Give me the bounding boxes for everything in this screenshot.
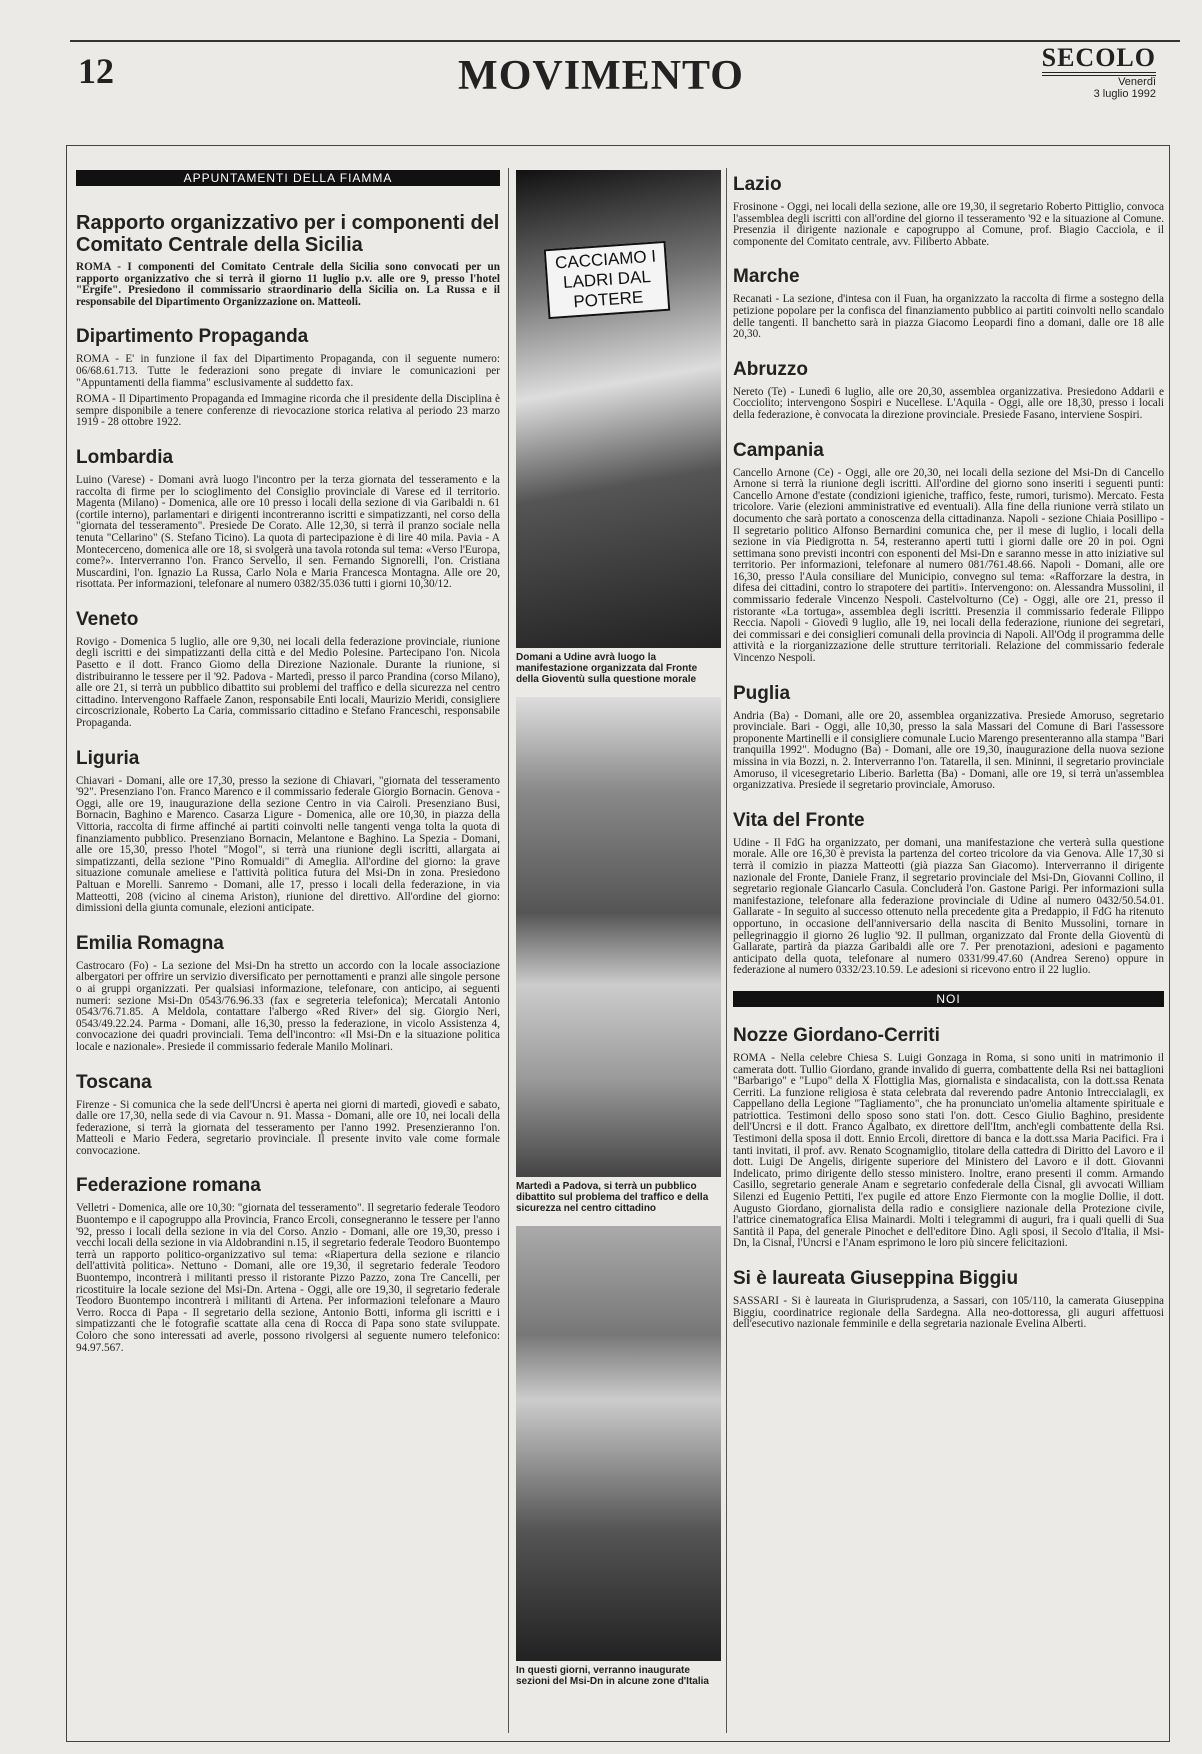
section-title: MOVIMENTO (458, 53, 744, 99)
article-propaganda-1: ROMA - E' in funzione il fax del Dipartimento Propaganda, con il seguente numero: 06/68.61.713. Tutte le federazioni sono pregate di inviare le comunicazioni per "Appuntamenti della fiamma" esclusivamente al suddetto fax. (76, 353, 500, 389)
caption-udine: Domani a Udine avrà luogo la manifestazione organizzata dal Fronte della Gioventù sulla questione morale (516, 652, 698, 685)
page-number: 12 (78, 51, 114, 91)
newspaper-logo (1042, 44, 1156, 100)
heading-rapporto: Rapporto organizzativo per i componenti del Comitato Centrale della Sicilia (76, 212, 500, 256)
article-toscana: Firenze - Si comunica che la sede dell'Uncrsi è aperta nei giorni di martedì, giovedì e sabato, dalle ore 17,30, nella sede di via Cavour n. 91. Massa - Domani, alle ore 10, nei locali della federazione, si terrà la giornata del tesseramento per l'anno 1992. Presenzieranno l'on. Matteoli e Mario Federa, segretario provinciale. Il presente invito vale come formale convocazione. (76, 1098, 500, 1157)
heading-emilia: Emilia Romagna (76, 932, 224, 954)
article-vita-fronte: Udine - Il FdG ha organizzato, per domani, una manifestazione che verterà sulla questione morale. Alle ore 16,30 è prevista la partenza del corteo tricolore da via Genova. Alle 17,30 si terrà il comizio in piazza Matteotti (già piazza San Giacomo). Interverranno il dirigente nazionale del Fronte, Daniele Franz, il segretario provinciale del Msi-Dn, Giovanni Collino, il segretario regionale Giancarlo Casula. Concluderà l'on. Gastone Parigi. Per informazioni sulla manifestazione, telefonare alla federazione provinciale di Udine al numero 0432/50.54.01. Gallarate - In seguito al successo ottenuto nella precedente gita a Predappio, il FdG ha ritenuto opportuno, in occasione dell'anniversario della nascita di Benito Mussolini, tornare in pellegrinaggio il giorno 26 luglio '92. Il pullman, organizzato dal Fronte della Gioventù di Gallarate, partirà da piazza Garibaldi alle ore 7. Per prenotazioni, adesioni e pagamento anticipato della quota, telefonare al numero 0331/99.47.60 (Andrea Sereno) oppure in federazione al numero 0332/23.10.59. Le adesioni si ricevono entro il 22 luglio. (733, 836, 1164, 977)
heading-laurea: Si è laureata Giuseppina Biggiu (733, 1268, 1019, 1289)
heading-liguria: Liguria (76, 747, 140, 769)
article-marche: Recanati - La sezione, d'intesa con il Fuan, ha organizzato la raccolta di firme a sostegno della petizione popolare per la confisca del finanziamento pubblico ai partiti coinvolti nello scandalo delle tangenti. Il banchetto sarà in piazza Giacomo Leopardi fino a domani, dalle ore 18 alle 20,30. (733, 293, 1164, 341)
article-abruzzo: Nereto (Te) - Lunedì 6 luglio, alle ore 20,30, assemblea organizzativa. Presiedono Addarii e Cocciolito; intervengono Sospiri e Nucellese. L'Aquila - Oggi, alle ore 18,30, presso i locali della federazione, è convocata la direzione provinciale. Presiede Fasano, interviene Sospiri. (733, 385, 1164, 421)
article-puglia: Andria (Ba) - Domani, alle ore 20, assemblea organizzativa. Presiede Amoruso, segretario provinciale. Bari - Oggi, alle 10,30, presso la sala Massari del Comune di Bari l'assessore proponente Martinelli e il consigliere comunale Lucio Marengo presenteranno alla stampa "Bari tranquilla 1992". Modugno (Ba) - Domani, alle ore 19,30, inaugurazione della nuova sezione missina in via Bozzi, n. 2. Interverranno l'on. Tatarella, il sen. Mininni, il segretario provinciale Amoruso, il vicesegretario Liberio. Barletta (Ba) - Domani, alle ore 19, si terrà un'assemblea organizzativa. Presiede il segretario provinciale, Amoruso. (733, 709, 1164, 792)
heading-puglia: Puglia (733, 682, 791, 704)
heading-federazione-romana: Federazione romana (76, 1175, 261, 1197)
section-bar-noi: NOI (733, 991, 1164, 1007)
article-laurea: SASSARI - Si è laureata in Giurisprudenza, a Sassari, con 105/110, la camerata Giuseppina Biggiu, coordinatrice regionale della Sardegna. Alla neo-dottoressa, gli auguri affettuosi dell'esecutivo nazionale femminile e della segretaria nazionale Evelina Alberti. (733, 1295, 1164, 1331)
heading-propaganda: Dipartimento Propaganda (76, 326, 309, 348)
article-propaganda-2: ROMA - Il Dipartimento Propaganda ed Immagine ricorda che il presidente della Disciplina è sempre disponibile a tenere conferenze di rievocazione storica relativa al periodo 23 marzo 1919 - 28 ottobre 1922. (76, 393, 500, 429)
section-bar: APPUNTAMENTI DELLA FIAMMA (76, 170, 500, 186)
heading-toscana: Toscana (76, 1071, 152, 1093)
heading-abruzzo: Abruzzo (733, 358, 808, 380)
column-rule (508, 168, 509, 1733)
article-lombardia: Luino (Varese) - Domani avrà luogo l'incontro per la terza giornata del tesseramento e la raccolta di firme per lo scioglimento del Consiglio provinciale di Varese ed il territorio. Magenta (Milano) - Domenica, alle ore 10 presso i locali della sezione di via Garibaldi n. 61 (cortile interno), parlamentari e dirigenti incontreranno iscritti e simpatizzanti, nel corso della "giornata del tesseramento". Presiede De Corato. Alle 12,30, si terrà il pranzo sociale nella tenuta "Cellarino" (S. Stefano Ticino). La quota di partecipazione è di lire 40 mila. Pavia - A Montecerceno, domenica alle ore 18, si svolgerà una tavola rotonda sul tema: «Verso l'Europa, come?». Interverranno l'on. Franco Servello, il sen. Fernando Signorelli, l'on. Cristiana Muscardini, l'on. Ignazio La Russa, Carlo Nola e Maria Francesca Montagna. Alle ore 20, risottata. Per informazioni, telefonare al numero 0382/35.036 tutti i giorni 10,30/12. (76, 473, 500, 591)
article-federazione-romana: Velletri - Domenica, alle ore 10,30: "giornata del tesseramento". Il segretario federale Teodoro Buontempo e il capogruppo alla Provincia, Franco Ercoli, consegneranno le tessere per l'anno '92, presso i locali della sezione in via del Corso. Anzio - Domani, alle ore 19,30, presso i vecchi locali della sezione in via Aldobrandini n.15, il segretario federale Teodoro Buontempo terrà un rapporto politico-organizzativo sul tema: «Riapertura della sezione e rilancio dell'attività politica». Nettuno - Domani, alle ore 19,30, il segretario federale Teodoro Buontempo, incontrerà i militanti presso il ristorante Pizzo Pazzo, zona Tre Cancelli, per ricostituire la locale sezione del Msi-Dn. Artena - Oggi, alle ore 19,30, il segretario federale Teodoro Buontempo incontrerà i militanti di Artena. Per informazioni telefonare a Mauro Verro. Rocca di Papa - Il segretario della sezione, Antonio Botti, informa gli iscritti e i simpatizzanti che le fotografie scattate alla cena di Rocca di Papa sono state sviluppate. Coloro che sono interessati ad averle, possono rivolgersi al seguente numero telefonico: 94.97.567. (76, 1202, 500, 1354)
article-lazio: Frosinone - Oggi, nei locali della sezione, alle ore 19,30, il segretario Roberto Pittiglio, convoca l'assemblea degli iscritti con all'ordine del giorno il tesseramento '92 e la situazione al Comune. Presenzia il dirigente nazionale e capogruppo al Comune, prof. Biagio Cacciola, e il componente del Comitato centrale, avv. Filiberto Abbate. (733, 201, 1164, 248)
column-regions (733, 170, 1164, 1336)
heading-lazio: Lazio (733, 174, 782, 195)
article-veneto: Rovigo - Domenica 5 luglio, alle ore 9,30, nei locali della federazione provinciale, riunione degli iscritti e dei simpatizzanti della città e del Medio Polesine. Partecipano l'on. Nicola Pasetto e il dott. Franco Giomo della Direzione Nazionale. Durante la riunione, si distribuiranno le tessere per il '92. Padova - Martedì, presso il parco Prandina (corso Milano), alle ore 21, si terrà un pubblico dibattito sui problemi del traffico e della sicurezza nel centro cittadino. Intervengono Raffaele Zanon, responsabile Enti locali, Maurizio Meridi, consigliere circoscrizionale, Roberto La Caria, commissario cittadino e Stefano Franceschi, responsabile Propaganda. (76, 635, 500, 730)
photo-traffic (516, 697, 721, 1177)
article-rapporto: ROMA - I componenti del Comitato Centrale della Sicilia sono convocati per un rapporto organizzativo che si terrà il giorno 11 luglio p.v. alle ore 9, presso l'hotel "Ergife". Presiedono il commissario straordinario della Sicilia on. La Russa e il responsabile del Dipartimento Organizzazione on. Matteoli. (76, 261, 500, 308)
article-nozze: ROMA - Nella celebre Chiesa S. Luigi Gonzaga in Roma, si sono uniti in matrimonio il camerata dott. Tullio Giordano, grande invalido di guerra, combattente della Rsi nei battaglioni "Barbarigo" e "Lupo" della X Flottiglia Mas, giornalista e sindacalista, con la dott.ssa Renata Cerriti. La funzione religiosa è stata celebrata dal reverendo padre Antonio Intreccialagli, ex Cappellano della Legione "Tagliamento", che ha pronunciato un'omelia altamente spirituale e patriottica. Testimoni dello sposo sono stati l'on. dott. Cesco Giulio Baghino, presidente dell'Uncrsi e il dott. Franco Agalbato, ex direttore dell'Itm, anch'egli combattente della Rsi. Testimoni della sposa il dott. Ennio Ercoli, direttore di banca e la dott.ssa Maria Pacifici. Fra i tanti invitati, il prof. avv. Renato Scognamiglio, titolare della cattedra di Diritto del Lavoro e il dott. Luigi De Angelis, dirigente superiore del Ministero del Lavoro e il dott. Giovanni Indelicato, primo dirigente dello stesso ministero. Inoltre, erano presenti il comm. Armando Casillo, segretario generale Anam e segretario confederale della Cisnal, gli avvocati William Silenzi ed Eugenio Pettiti, l'ex pugile ed attore Enzo Fiermonte con la moglie Dollie, il dott. Augusto Giordano, giornalista della radio e consigliere nazionale della Protezione civile, l'attrice cinematografica Elisa Mainardi. Molti i telegrammi di auguri, fra i quali quelli di Sua Santità il Papa, del generale Pinochet e dell'editore Dino. Agli sposi, il Secolo d'Italia, il Msi-Dn, la Cisnal, l'Uncrsi e l'Anam esprimono le loro più sincere felicitazioni. (733, 1051, 1164, 1250)
logo-name: SECOLO (1042, 44, 1156, 76)
heading-lombardia: Lombardia (76, 446, 174, 468)
column-rule (726, 168, 727, 1733)
photo-crowd (516, 1226, 721, 1661)
protest-sign: CACCIAMO I LADRI DAL POTERE (544, 241, 671, 319)
issue-day: Venerdì (1118, 76, 1156, 88)
column-photos (516, 170, 721, 1687)
article-emilia: Castrocaro (Fo) - La sezione del Msi-Dn ha stretto un accordo con la locale associazione albergatori per offrire un servizio diversificato per pernottamenti e pranzi alle singole persone o ai gruppi organizzati. Per qualsiasi informazione, telefonare, con anticipo, ai seguenti numeri: sezione Msi-Dn 0543/76.96.33 (fax e segreteria telefonica); Mercatali Antonio 0543/76.71.85. A Meldola, contattare l'albergo «Red River» del sig. Giorgio Neri, 0543/49.22.24. Parma - Domani, alle 16,30, presso la federazione, in vicolo Assistenza 4, convocazione dei quadri provinciali. Tema dell'incontro: «Il Msi-Dn e la situazione politica locale e nazionale». Presiede il commissario federale Manilo Molinari. (76, 959, 500, 1053)
heading-veneto: Veneto (76, 608, 139, 630)
photo-demonstration (516, 170, 721, 648)
heading-nozze: Nozze Giordano-Cerriti (733, 1024, 940, 1046)
caption-padova: Martedì a Padova, si terrà un pubblico dibattito sul problema del traffico e della sicurezza nel centro cittadino (516, 1181, 709, 1214)
article-liguria: Chiavari - Domani, alle ore 17,30, presso la sezione di Chiavari, "giornata del tesseramento '92". Presenziano l'on. Franco Marenco e il commissario federale Giorgio Bornacin. Genova - Oggi, alle ore 19, inaugurazione della sezione Centro in via Cairoli. Presenziano Busi, Bornacin, Baghino e Marenco. Casarza Ligure - Domenica, alle ore 10,30, in piazza della Vittoria, raccolta di firme affinché ai partiti coinvolti nelle tangenti venga tolta la quota di finanziamento pubblico. Presenziano Bornacin, Melantone e Baghino. La Spezia - Domani, alle ore 15,30, presso l'hotel "Mogol", si terrà una riunione degli iscritti, allargata ai simpatizzanti, della sezione "Pino Romualdi" di Ameglia. All'ordine del giorno: la grave situazione comunale ameliese e l'attività politica futura del Msi-Dn in zona. Presiedono Paltuan e Morelli. Sanremo - Domani, alle 17, presso i locali della federazione, in via Matteotti, 208 (vicino al cinema Ariston), riunione del direttivo. All'ordine del giorno: dimissioni della giunta comunale, elezioni anticipate. (76, 774, 500, 915)
heading-vita-fronte: Vita del Fronte (733, 809, 865, 831)
column-appuntamenti (76, 170, 500, 1359)
issue-date: 3 luglio 1992 (1093, 88, 1156, 100)
article-campania: Cancello Arnone (Ce) - Oggi, alle ore 20,30, nei locali della sezione del Msi-Dn di Cancello Arnone si terrà la riunione degli iscritti. All'ordine del giorno sono inseriti i seguenti punti: Cancello Arnone d'estate (condizioni igieniche, traffico, feste, rumori, turismo). Mercato. Festa tricolore. Varie (elezioni amministrative ed eventuali). Alla fine della riunione verrà stilato un documento che sarà portato a conoscenza della cittadinanza. Napoli - sezione Chiaia Posillipo - Il segretario politico Alfonso Bernardini comunica che, per il mese di luglio, i locali della sezione in via Piedigrotta n. 54, resteranno aperti tutti i giorni dalle ore 20 in poi. Ogni settimana sono previsti incontri con esponenti del Msi-Dn e saranno messe in atto iniziative sul territorio. Per informazioni, telefonare al numero 081/761.48.66. Napoli - Domani, alle ore 16,30, presso l'Aula consiliare del Municipio, convegno sul tema: «Rafforzare la destra, in difesa dei cittadini, contro lo strapotere dei partiti». Intervengono: on. Alessandra Mussolini, il commissario federale Vincenzo Nespoli. Castelvolturno (Ce) - Oggi, alle ore 21, presso il ristorante «La tortuga», assemblea degli iscritti. Presenzia il commissario federale Filippo Reccia. Napoli - Giovedì 9 luglio, alle 19, nei locali della federazione, riunione dei segretari, dei commissari e dei consiglieri comunali della provincia di Napoli. All'Odg il programma delle attività e la riorganizzazione delle strutture territoriali. Relazione del commissario federale Vincenzo Nespoli. (733, 466, 1164, 665)
caption-sezioni: In questi giorni, verranno inaugurate sezioni del Msi-Dn in alcune zone d'Italia (516, 1665, 709, 1687)
heading-campania: Campania (733, 439, 824, 461)
heading-marche: Marche (733, 266, 800, 288)
header-rule (70, 40, 1180, 42)
